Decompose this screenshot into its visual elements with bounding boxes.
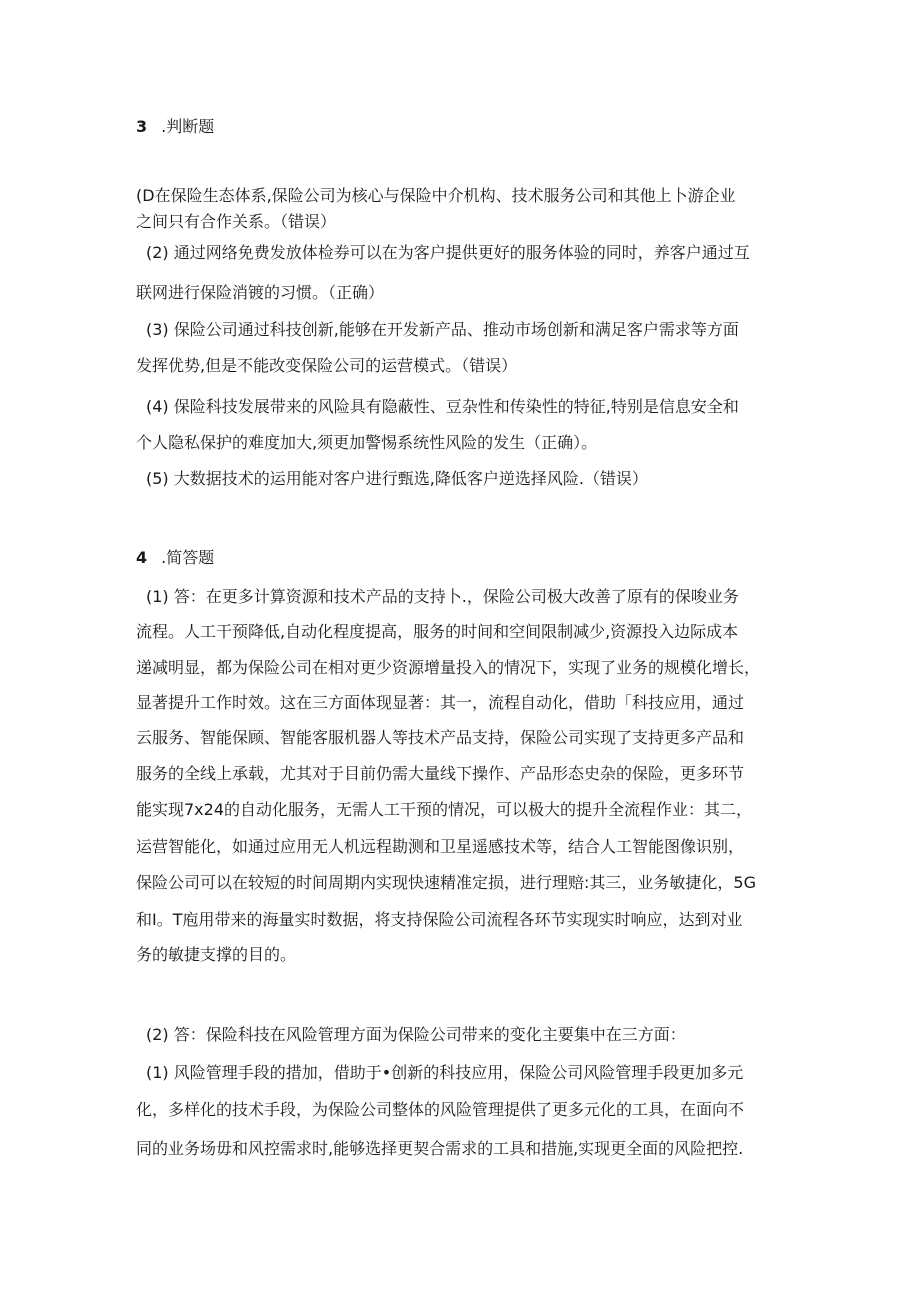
judgment-line: 发挥优势,但是不能改变保险公司的运营模式。（错误） (136, 356, 518, 375)
answer-1-line: (1) 答：在更多计算资源和技术产品的支持卜.，保险公司极大改善了原有的保唆业务 (146, 587, 739, 606)
judgment-line: (5) 大数据技术的运用能对客户进行甄选,降低客户逆选择风险.（错误） (146, 469, 648, 488)
judgment-line: 联网进行保险消镀的习惯。（正确） (136, 283, 385, 302)
answer-2-line: (2) 答：保险科技在风险管理方面为保险公司带来的变化主要集中在三方面： (146, 1025, 686, 1044)
answer-1-line: 服务的全线上承载，尤其对于目前仍需大量线下操作、产品形态史杂的保险，更多环节 (136, 764, 745, 783)
answer-1-line: 递减明显，都为保险公司在相对更少资源增量投入的情况下，实现了业务的规模化增长， (136, 658, 761, 677)
section-4-title: .简答题 (161, 548, 215, 567)
section-3-heading (136, 117, 214, 137)
answer-1-line: 运营智能化，如通过应用无人机远程勘测和卫星遥感技术等，结合人工智能图像识别， (136, 837, 745, 856)
answer-1-line: 务的敏捷支撑的目的。 (136, 945, 297, 964)
judgment-line: 个人隐私保护的难度加大,须更加警惕系统性风险的发生（正确）。 (136, 433, 598, 452)
section-3-number: 3 (136, 117, 148, 136)
answer-1-line: 和I。T庖用带来的海量实时数据，将支持保险公司流程各环节实现实时响应，达到对业 (136, 910, 743, 929)
judgment-line: (4) 保险科技发展带来的风险具有隐蔽性、豆杂性和传染性的特征,特别是信息安全和 (146, 397, 739, 416)
answer-2-line: (1) 风险管理手段的措加，借助于•创新的科技应用，保险公司风险管理手段更加多元 (146, 1063, 744, 1082)
answer-1-line: 云服务、智能保顾、智能客服机器人等技术产品支持，保险公司实现了支持更多产品和 (136, 728, 745, 747)
answer-1-line: 流程。人工干预降低,自动化程度提高，服务的时间和空间限制减少,资源投入边际成本 (136, 622, 739, 641)
answer-2-line: 同的业务场毋和风控需求时,能够选择更契合需求的工具和措施,实现更全面的风险把控. (136, 1139, 744, 1158)
section-4-number: 4 (136, 548, 148, 567)
judgment-line: 之间只有合作关系。（错误） (136, 212, 337, 231)
answer-1-line: 保险公司可以在较短的时间周期内实现快速精准定损，进行理赔:其三，业务敏捷化，5G (136, 873, 756, 892)
section-3-title: .判断题 (161, 117, 215, 136)
judgment-line: (D在保险生态体系,保险公司为核心与保险中介机构、技术服务公司和其他上卜游企业 (136, 186, 736, 205)
answer-2-line: 化，多样化的技术手段，为保险公司整体的风险管理提供了更多元化的工具，在面向不 (136, 1100, 745, 1119)
section-4-heading (136, 548, 214, 568)
judgment-line: (3) 保险公司通过科技创新,能够在开发新产品、推动市场创新和满足客户需求等方面 (146, 320, 739, 339)
answer-1-line: 显著提升工作时效。这在三方面体现显著：其一，流程自动化，借助「科技应用，通过 (136, 693, 745, 712)
judgment-line: (2) 通过网络免费发放体检券可以在为客户提供更好的服务体验的同时，养客户通过互 (146, 243, 750, 262)
answer-1-line: 能实现7x24的自动化服务，无需人工干预的情况，可以极大的提升全流程作业：其二， (136, 800, 753, 819)
